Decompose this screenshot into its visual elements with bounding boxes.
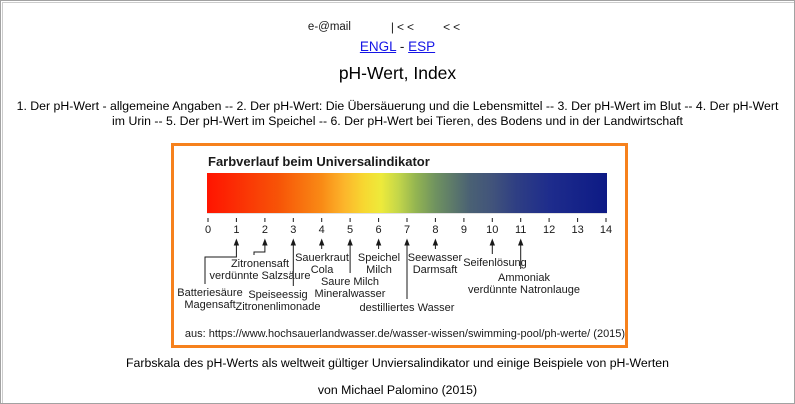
ph-scale-chart bbox=[174, 146, 625, 350]
page-title: pH-Wert, Index bbox=[338, 63, 457, 83]
svg-text:verdünnte Salzsäure: verdünnte Salzsäure bbox=[209, 270, 311, 283]
svg-text:4: 4 bbox=[318, 224, 325, 237]
svg-text:Seifenlösung: Seifenlösung bbox=[463, 257, 527, 270]
svg-text:2: 2 bbox=[261, 224, 268, 237]
lang-link-engl[interactable]: ENGL bbox=[359, 39, 397, 54]
svg-text:5: 5 bbox=[347, 224, 354, 237]
svg-text:Ammoniak: Ammoniak bbox=[498, 272, 550, 285]
nav-back-link[interactable]: << bbox=[443, 20, 464, 34]
svg-text:Mineralwasser: Mineralwasser bbox=[314, 288, 386, 301]
top-navigation bbox=[0, 20, 782, 34]
svg-text:3: 3 bbox=[290, 224, 297, 237]
svg-text:aus: https://www.hochsauerland: aus: https://www.hochsauerlandwasser.de/wasser-wissen/swimming-pool/ph-werte/ (2015) bbox=[184, 328, 625, 341]
lang-link-esp[interactable]: ESP bbox=[408, 39, 436, 54]
svg-text:verdünnte Natronlauge: verdünnte Natronlauge bbox=[468, 284, 580, 297]
svg-text:Farbverlauf beim Universalindi: Farbverlauf beim Universalindikator bbox=[208, 154, 430, 170]
nav-first-link[interactable]: |<< bbox=[390, 20, 418, 34]
svg-text:Sauerkraut: Sauerkraut bbox=[295, 252, 349, 265]
author-line: von Michael Palomino (2015) bbox=[317, 383, 478, 398]
svg-text:Zitronenlimonade: Zitronenlimonade bbox=[235, 301, 321, 314]
svg-text:10: 10 bbox=[486, 224, 499, 237]
email-link[interactable]: e-@mail bbox=[307, 21, 351, 33]
svg-text:6: 6 bbox=[375, 224, 382, 237]
svg-text:11: 11 bbox=[514, 224, 527, 237]
index-line-2: im Urin -- 5. Der pH-Wert im Speichel -- 6. Der pH-Wert bei Tieren, des Bodens und in der Landwirtschaft bbox=[112, 113, 683, 128]
svg-text:Speichel: Speichel bbox=[357, 252, 401, 265]
index-line-1: 1. Der pH-Wert - allgemeine Angaben -- 2. Der pH-Wert: Die Übersäuerung und die Lebensmittel -- 3. Der pH-Wert im Blut -- 4. Der pH-Wert bbox=[16, 99, 779, 113]
svg-text:Saure Milch: Saure Milch bbox=[320, 276, 380, 289]
svg-text:8: 8 bbox=[432, 224, 439, 237]
svg-text:12: 12 bbox=[542, 224, 556, 237]
svg-text:1: 1 bbox=[233, 224, 240, 237]
svg-text:destilliertes Wasser: destilliertes Wasser bbox=[359, 302, 455, 315]
svg-text:Speiseessig: Speiseessig bbox=[248, 289, 308, 302]
svg-text:Milch: Milch bbox=[366, 264, 392, 277]
svg-text:Magensaft: Magensaft bbox=[184, 299, 236, 312]
lang-separator: - bbox=[396, 39, 409, 54]
svg-text:Batteriesäure: Batteriesäure bbox=[177, 287, 243, 300]
language-links bbox=[1, 39, 794, 54]
svg-text:Seewasser: Seewasser bbox=[407, 252, 463, 265]
svg-text:0: 0 bbox=[204, 224, 212, 237]
ph-scale-figure bbox=[171, 143, 628, 348]
svg-text:Darmsaft: Darmsaft bbox=[412, 264, 458, 277]
index-paragraph bbox=[7, 99, 788, 128]
svg-text:9: 9 bbox=[460, 224, 467, 237]
svg-text:Cola: Cola bbox=[310, 264, 334, 277]
svg-text:7: 7 bbox=[403, 224, 411, 237]
svg-text:14: 14 bbox=[599, 224, 613, 237]
svg-text:13: 13 bbox=[571, 224, 584, 237]
svg-text:Zitronensaft: Zitronensaft bbox=[230, 258, 290, 271]
figure-caption: Farbskala des pH-Werts als weltweit gültiger Unviersalindikator und einige Beispiele von pH-Werten bbox=[126, 356, 669, 371]
